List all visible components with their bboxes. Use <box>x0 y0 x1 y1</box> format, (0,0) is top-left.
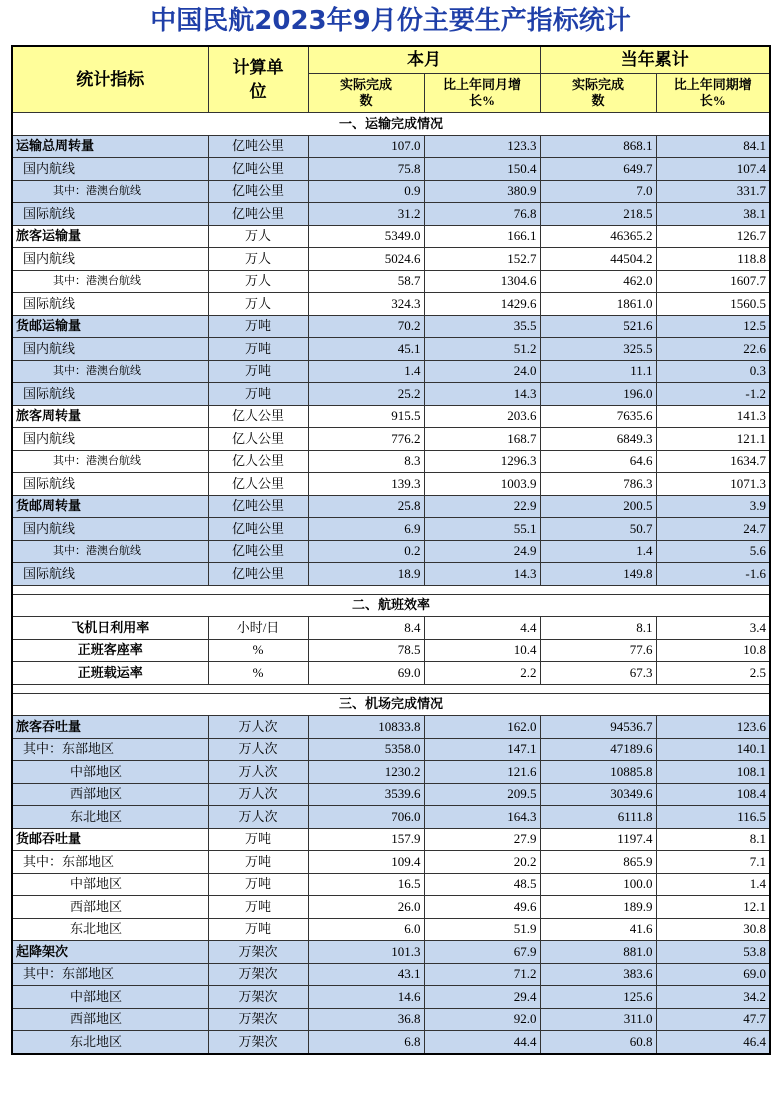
header-yoy-period-text: 比上年同期增长% <box>673 77 752 108</box>
month-yoy: 55.1 <box>424 518 540 541</box>
row-unit: 亿吨公里 <box>208 135 308 158</box>
row-unit: 亿吨公里 <box>208 180 308 203</box>
row-unit: 亿人公里 <box>208 405 308 428</box>
ytd-actual: 325.5 <box>540 338 656 361</box>
row-unit: 亿吨公里 <box>208 563 308 586</box>
table-row <box>12 203 770 226</box>
row-label: 其中：港澳台航线 <box>12 180 208 203</box>
ytd-yoy: 140.1 <box>656 738 770 761</box>
month-actual: 25.8 <box>308 495 424 518</box>
table-body <box>12 46 770 1054</box>
ytd-actual: 8.1 <box>540 617 656 640</box>
row-unit: % <box>208 662 308 685</box>
ytd-actual: 30349.6 <box>540 783 656 806</box>
month-actual: 139.3 <box>308 473 424 496</box>
ytd-yoy: -1.6 <box>656 563 770 586</box>
ytd-actual: 383.6 <box>540 963 656 986</box>
month-actual: 776.2 <box>308 428 424 451</box>
section-separator <box>12 585 770 594</box>
row-unit: 万吨 <box>208 828 308 851</box>
section-title: 三、机场完成情况 <box>12 693 770 716</box>
section-separator <box>12 684 770 693</box>
month-yoy: 24.0 <box>424 360 540 383</box>
row-label: 西部地区 <box>12 896 208 919</box>
row-label: 中部地区 <box>12 986 208 1009</box>
table-row <box>12 428 770 451</box>
ytd-yoy: 12.5 <box>656 315 770 338</box>
row-label: 其中：港澳台航线 <box>12 270 208 293</box>
month-yoy: 29.4 <box>424 986 540 1009</box>
month-yoy: 51.9 <box>424 918 540 941</box>
ytd-actual: 50.7 <box>540 518 656 541</box>
header-yoy-month-text: 比上年同月增长% <box>442 77 521 108</box>
row-unit: 亿吨公里 <box>208 203 308 226</box>
ytd-actual: 94536.7 <box>540 716 656 739</box>
table-row <box>12 473 770 496</box>
row-label: 中部地区 <box>12 873 208 896</box>
month-yoy: 2.2 <box>424 662 540 685</box>
month-yoy: 123.3 <box>424 135 540 158</box>
ytd-yoy: 69.0 <box>656 963 770 986</box>
row-label: 其中：东部地区 <box>12 851 208 874</box>
row-label: 国内航线 <box>12 248 208 271</box>
month-actual: 101.3 <box>308 941 424 964</box>
table-row <box>12 662 770 685</box>
month-actual: 26.0 <box>308 896 424 919</box>
ytd-actual: 41.6 <box>540 918 656 941</box>
table-row <box>12 518 770 541</box>
header-unit-text: 计算单位 <box>232 57 284 101</box>
ytd-yoy: 107.4 <box>656 158 770 181</box>
ytd-actual: 881.0 <box>540 941 656 964</box>
row-label: 飞机日利用率 <box>12 617 208 640</box>
ytd-yoy: 53.8 <box>656 941 770 964</box>
row-label: 国际航线 <box>12 203 208 226</box>
table-row <box>12 617 770 640</box>
ytd-actual: 149.8 <box>540 563 656 586</box>
month-actual: 6.9 <box>308 518 424 541</box>
table-row <box>12 941 770 964</box>
month-yoy: 209.5 <box>424 783 540 806</box>
row-unit: 小时/日 <box>208 617 308 640</box>
ytd-actual: 1.4 <box>540 540 656 563</box>
row-label: 起降架次 <box>12 941 208 964</box>
row-label: 其中：港澳台航线 <box>12 360 208 383</box>
row-unit: 亿吨公里 <box>208 540 308 563</box>
month-yoy: 14.3 <box>424 383 540 406</box>
ytd-yoy: 108.1 <box>656 761 770 784</box>
row-unit: 万人 <box>208 225 308 248</box>
month-yoy: 67.9 <box>424 941 540 964</box>
row-unit: 万人 <box>208 293 308 316</box>
month-actual: 14.6 <box>308 986 424 1009</box>
row-unit: 万人 <box>208 270 308 293</box>
row-label: 正班客座率 <box>12 639 208 662</box>
separator-cell <box>12 684 770 693</box>
section-title: 二、航班效率 <box>12 594 770 617</box>
header-unit <box>208 46 308 113</box>
month-actual: 25.2 <box>308 383 424 406</box>
table-row <box>12 270 770 293</box>
month-yoy: 4.4 <box>424 617 540 640</box>
month-actual: 0.9 <box>308 180 424 203</box>
ytd-actual: 6111.8 <box>540 806 656 829</box>
row-label: 其中：港澳台航线 <box>12 540 208 563</box>
header-row-1 <box>12 46 770 74</box>
month-actual: 43.1 <box>308 963 424 986</box>
ytd-yoy: 1634.7 <box>656 450 770 473</box>
row-unit: 万架次 <box>208 1008 308 1031</box>
ytd-actual: 218.5 <box>540 203 656 226</box>
month-yoy: 92.0 <box>424 1008 540 1031</box>
row-unit: 亿吨公里 <box>208 518 308 541</box>
ytd-yoy: 8.1 <box>656 828 770 851</box>
row-label: 货邮运输量 <box>12 315 208 338</box>
row-label: 其中：港澳台航线 <box>12 450 208 473</box>
row-unit: 万吨 <box>208 360 308 383</box>
month-yoy: 166.1 <box>424 225 540 248</box>
ytd-yoy: 121.1 <box>656 428 770 451</box>
month-actual: 70.2 <box>308 315 424 338</box>
ytd-actual: 196.0 <box>540 383 656 406</box>
table-row <box>12 450 770 473</box>
row-label: 东北地区 <box>12 806 208 829</box>
header-actual-ytd-text: 实际完成数 <box>571 77 624 108</box>
month-actual: 706.0 <box>308 806 424 829</box>
table-row <box>12 716 770 739</box>
ytd-actual: 786.3 <box>540 473 656 496</box>
row-label: 西部地区 <box>12 783 208 806</box>
table-row <box>12 293 770 316</box>
ytd-actual: 200.5 <box>540 495 656 518</box>
ytd-yoy: 1607.7 <box>656 270 770 293</box>
month-yoy: 51.2 <box>424 338 540 361</box>
ytd-yoy: 34.2 <box>656 986 770 1009</box>
row-label: 东北地区 <box>12 918 208 941</box>
month-yoy: 380.9 <box>424 180 540 203</box>
month-yoy: 1304.6 <box>424 270 540 293</box>
month-actual: 1.4 <box>308 360 424 383</box>
section-title-row <box>12 693 770 716</box>
row-unit: 亿吨公里 <box>208 495 308 518</box>
ytd-actual: 6849.3 <box>540 428 656 451</box>
row-unit: 亿吨公里 <box>208 158 308 181</box>
ytd-yoy: 108.4 <box>656 783 770 806</box>
ytd-yoy: 1560.5 <box>656 293 770 316</box>
ytd-actual: 44504.2 <box>540 248 656 271</box>
month-yoy: 152.7 <box>424 248 540 271</box>
table-row <box>12 896 770 919</box>
month-yoy: 49.6 <box>424 896 540 919</box>
month-actual: 10833.8 <box>308 716 424 739</box>
month-yoy: 121.6 <box>424 761 540 784</box>
table-row <box>12 783 770 806</box>
row-unit: 万人次 <box>208 806 308 829</box>
statistics-table <box>11 45 771 1055</box>
row-unit: 万吨 <box>208 315 308 338</box>
separator-cell <box>12 585 770 594</box>
row-label: 运输总周转量 <box>12 135 208 158</box>
ytd-actual: 311.0 <box>540 1008 656 1031</box>
ytd-actual: 77.6 <box>540 639 656 662</box>
row-label: 其中：东部地区 <box>12 963 208 986</box>
month-yoy: 48.5 <box>424 873 540 896</box>
ytd-actual: 462.0 <box>540 270 656 293</box>
ytd-yoy: 22.6 <box>656 338 770 361</box>
month-actual: 16.5 <box>308 873 424 896</box>
table-row <box>12 405 770 428</box>
table-row <box>12 918 770 941</box>
table-row <box>12 828 770 851</box>
table-row <box>12 360 770 383</box>
table-row <box>12 495 770 518</box>
ytd-yoy: 3.9 <box>656 495 770 518</box>
row-unit: 万吨 <box>208 338 308 361</box>
row-label: 中部地区 <box>12 761 208 784</box>
month-actual: 31.2 <box>308 203 424 226</box>
month-actual: 8.3 <box>308 450 424 473</box>
month-actual: 36.8 <box>308 1008 424 1031</box>
row-label: 旅客运输量 <box>12 225 208 248</box>
month-actual: 1230.2 <box>308 761 424 784</box>
ytd-actual: 7.0 <box>540 180 656 203</box>
header-actual <box>308 74 424 113</box>
header-ytd: 当年累计 <box>540 46 770 74</box>
month-yoy: 168.7 <box>424 428 540 451</box>
table-row <box>12 338 770 361</box>
table-row <box>12 761 770 784</box>
ytd-yoy: 118.8 <box>656 248 770 271</box>
row-unit: 万人 <box>208 248 308 271</box>
ytd-actual: 189.9 <box>540 896 656 919</box>
month-actual: 75.8 <box>308 158 424 181</box>
row-unit: 亿人公里 <box>208 450 308 473</box>
ytd-yoy: 3.4 <box>656 617 770 640</box>
month-actual: 18.9 <box>308 563 424 586</box>
month-actual: 324.3 <box>308 293 424 316</box>
month-yoy: 14.3 <box>424 563 540 586</box>
row-unit: 万吨 <box>208 918 308 941</box>
month-yoy: 44.4 <box>424 1031 540 1054</box>
ytd-actual: 67.3 <box>540 662 656 685</box>
ytd-yoy: 7.1 <box>656 851 770 874</box>
ytd-actual: 64.6 <box>540 450 656 473</box>
ytd-yoy: 2.5 <box>656 662 770 685</box>
ytd-actual: 11.1 <box>540 360 656 383</box>
row-label: 国际航线 <box>12 383 208 406</box>
month-yoy: 24.9 <box>424 540 540 563</box>
ytd-yoy: 24.7 <box>656 518 770 541</box>
month-yoy: 27.9 <box>424 828 540 851</box>
ytd-yoy: 30.8 <box>656 918 770 941</box>
row-label: 旅客吞吐量 <box>12 716 208 739</box>
month-yoy: 164.3 <box>424 806 540 829</box>
ytd-yoy: 12.1 <box>656 896 770 919</box>
section-title-row <box>12 594 770 617</box>
row-unit: 万吨 <box>208 851 308 874</box>
table-row <box>12 540 770 563</box>
table-row <box>12 806 770 829</box>
row-unit: 万架次 <box>208 963 308 986</box>
ytd-yoy: 38.1 <box>656 203 770 226</box>
month-actual: 5358.0 <box>308 738 424 761</box>
ytd-actual: 521.6 <box>540 315 656 338</box>
month-actual: 6.8 <box>308 1031 424 1054</box>
row-label: 旅客周转量 <box>12 405 208 428</box>
ytd-actual: 60.8 <box>540 1031 656 1054</box>
ytd-yoy: 116.5 <box>656 806 770 829</box>
month-actual: 69.0 <box>308 662 424 685</box>
row-unit: 万吨 <box>208 873 308 896</box>
month-actual: 78.5 <box>308 639 424 662</box>
ytd-yoy: 1.4 <box>656 873 770 896</box>
row-unit: 万架次 <box>208 941 308 964</box>
table-row <box>12 158 770 181</box>
row-label: 国际航线 <box>12 563 208 586</box>
table-row <box>12 639 770 662</box>
month-yoy: 76.8 <box>424 203 540 226</box>
header-actual-ytd <box>540 74 656 113</box>
ytd-yoy: 123.6 <box>656 716 770 739</box>
ytd-yoy: 331.7 <box>656 180 770 203</box>
header-yoy-period <box>656 74 770 113</box>
table-row <box>12 315 770 338</box>
row-unit: 万人次 <box>208 761 308 784</box>
row-label: 国际航线 <box>12 473 208 496</box>
ytd-yoy: 47.7 <box>656 1008 770 1031</box>
table-row <box>12 248 770 271</box>
ytd-yoy: 0.3 <box>656 360 770 383</box>
row-label: 正班载运率 <box>12 662 208 685</box>
ytd-yoy: 1071.3 <box>656 473 770 496</box>
ytd-actual: 47189.6 <box>540 738 656 761</box>
month-actual: 45.1 <box>308 338 424 361</box>
ytd-actual: 649.7 <box>540 158 656 181</box>
month-yoy: 1429.6 <box>424 293 540 316</box>
header-this-month: 本月 <box>308 46 540 74</box>
ytd-yoy: 126.7 <box>656 225 770 248</box>
row-unit: 亿人公里 <box>208 473 308 496</box>
month-actual: 5024.6 <box>308 248 424 271</box>
table-row <box>12 738 770 761</box>
ytd-yoy: 84.1 <box>656 135 770 158</box>
table-row <box>12 1031 770 1054</box>
month-yoy: 203.6 <box>424 405 540 428</box>
month-actual: 5349.0 <box>308 225 424 248</box>
month-yoy: 1296.3 <box>424 450 540 473</box>
table-row <box>12 225 770 248</box>
ytd-actual: 10885.8 <box>540 761 656 784</box>
month-yoy: 35.5 <box>424 315 540 338</box>
ytd-actual: 46365.2 <box>540 225 656 248</box>
row-unit: % <box>208 639 308 662</box>
row-unit: 万人次 <box>208 738 308 761</box>
month-actual: 0.2 <box>308 540 424 563</box>
row-label: 国内航线 <box>12 518 208 541</box>
section-title: 一、运输完成情况 <box>12 113 770 136</box>
row-label: 国内航线 <box>12 428 208 451</box>
month-actual: 157.9 <box>308 828 424 851</box>
row-unit: 万人次 <box>208 716 308 739</box>
month-yoy: 150.4 <box>424 158 540 181</box>
ytd-actual: 1861.0 <box>540 293 656 316</box>
row-label: 国内航线 <box>12 158 208 181</box>
table-row <box>12 180 770 203</box>
row-unit: 亿人公里 <box>208 428 308 451</box>
row-label: 东北地区 <box>12 1031 208 1054</box>
table-row <box>12 135 770 158</box>
table-row <box>12 383 770 406</box>
header-actual-text: 实际完成数 <box>339 77 392 108</box>
table-row <box>12 873 770 896</box>
ytd-yoy: -1.2 <box>656 383 770 406</box>
row-label: 国内航线 <box>12 338 208 361</box>
month-yoy: 20.2 <box>424 851 540 874</box>
month-actual: 6.0 <box>308 918 424 941</box>
page-title: 中国民航2023年9月份主要生产指标统计 <box>150 6 631 36</box>
month-yoy: 10.4 <box>424 639 540 662</box>
row-unit: 万人次 <box>208 783 308 806</box>
ytd-actual: 7635.6 <box>540 405 656 428</box>
row-label: 货邮周转量 <box>12 495 208 518</box>
month-actual: 915.5 <box>308 405 424 428</box>
row-label: 国际航线 <box>12 293 208 316</box>
row-label: 货邮吞吐量 <box>12 828 208 851</box>
table-row <box>12 963 770 986</box>
month-yoy: 147.1 <box>424 738 540 761</box>
month-yoy: 162.0 <box>424 716 540 739</box>
ytd-actual: 868.1 <box>540 135 656 158</box>
row-unit: 万架次 <box>208 986 308 1009</box>
ytd-actual: 100.0 <box>540 873 656 896</box>
month-actual: 107.0 <box>308 135 424 158</box>
ytd-actual: 865.9 <box>540 851 656 874</box>
section-title-row <box>12 113 770 136</box>
ytd-yoy: 46.4 <box>656 1031 770 1054</box>
header-yoy-month <box>424 74 540 113</box>
table-row <box>12 986 770 1009</box>
row-unit: 万吨 <box>208 896 308 919</box>
month-yoy: 71.2 <box>424 963 540 986</box>
table-row <box>12 851 770 874</box>
table-row <box>12 563 770 586</box>
ytd-yoy: 141.3 <box>656 405 770 428</box>
month-actual: 109.4 <box>308 851 424 874</box>
month-actual: 8.4 <box>308 617 424 640</box>
month-actual: 58.7 <box>308 270 424 293</box>
row-unit: 万吨 <box>208 383 308 406</box>
row-label: 西部地区 <box>12 1008 208 1031</box>
ytd-actual: 125.6 <box>540 986 656 1009</box>
ytd-yoy: 5.6 <box>656 540 770 563</box>
row-label: 其中：东部地区 <box>12 738 208 761</box>
month-yoy: 22.9 <box>424 495 540 518</box>
header-indicator: 统计指标 <box>12 46 208 113</box>
month-yoy: 1003.9 <box>424 473 540 496</box>
ytd-actual: 1197.4 <box>540 828 656 851</box>
ytd-yoy: 10.8 <box>656 639 770 662</box>
month-actual: 3539.6 <box>308 783 424 806</box>
table-row <box>12 1008 770 1031</box>
row-unit: 万架次 <box>208 1031 308 1054</box>
